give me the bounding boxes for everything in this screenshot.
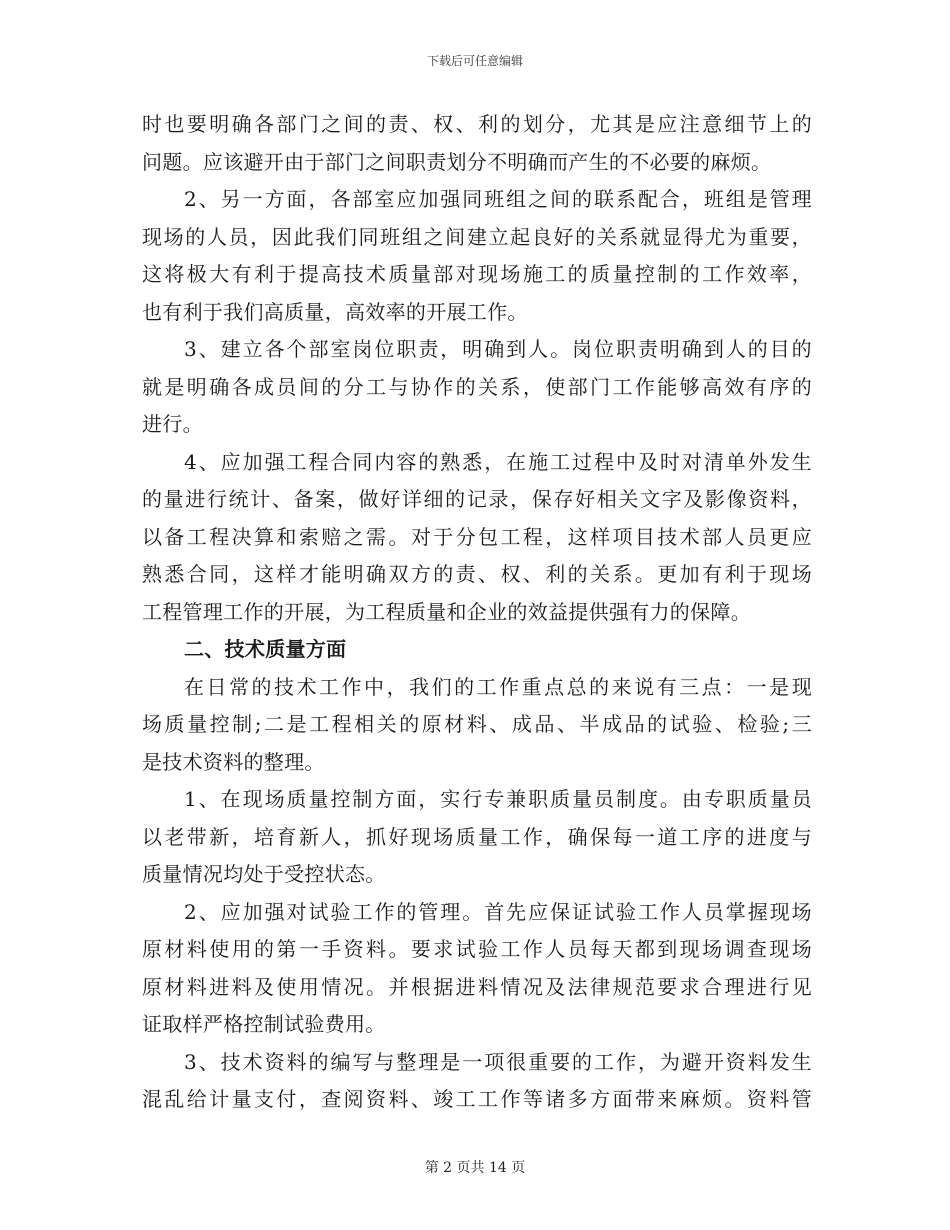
text-line: 是技术资料的整理。	[142, 749, 325, 774]
text-line: 1、在现场质量控制方面，实行专兼职质量员制度。由专职质量员	[184, 787, 812, 811]
text-line: 2、另一方面，各部室应加强同班组之间的联系配合，班组是管理	[184, 187, 812, 211]
text-line: 也有利于我们高质量，高效率的开展工作。	[142, 299, 528, 324]
text-line: 证取样严格控制试验费用。	[142, 1012, 386, 1036]
page-header: 下载后可任意编辑	[426, 54, 523, 68]
text-line: 进行。	[142, 412, 203, 436]
text-line: 混乱给计量支付，查阅资料、竣工工作等诸多方面带来麻烦。资料管	[142, 1087, 812, 1111]
text-line: 以老带新，培育新人，抓好现场质量工作，确保每一道工序的进度与	[142, 824, 812, 849]
text-line: 问题。应该避开由于部门之间职责划分不明确而产生的不必要的麻烦。	[142, 149, 772, 174]
text-line: 就是明确各成员间的分工与协作的关系，使部门工作能够高效有序的	[142, 374, 812, 399]
page-footer: 第 2 页共 14 页	[424, 1160, 526, 1176]
text-line: 原材料进料及使用情况。并根据进料情况及法律规范要求合理进行见	[142, 974, 812, 999]
text-line: 这将极大有利于提高技术质量部对现场施工的质量控制的工作效率，	[142, 262, 812, 286]
text-line: 熟悉合同，这样才能明确双方的责、权、利的关系。更加有利于现场	[142, 562, 812, 586]
text-line: 工程管理工作的开展，为工程质量和企业的效益提供强有力的保障。	[142, 599, 751, 624]
text-line: 以备工程决算和索赔之需。对于分包工程，这样项目技术部人员更应	[142, 524, 812, 549]
text-line: 在日常的技术工作中，我们的工作重点总的来说有三点：一是现	[184, 674, 812, 699]
text-line: 3、技术资料的编写与整理是一项很重要的工作，为避开资料发生	[184, 1049, 812, 1074]
text-line: 时也要明确各部门之间的责、权、利的划分，尤其是应注意细节上的	[142, 112, 812, 136]
text-line: 场质量控制;二是工程相关的原材料、成品、半成品的试验、检验;三	[142, 712, 812, 736]
text-line: 3、建立各个部室岗位职责，明确到人。岗位职责明确到人的目的	[184, 337, 812, 361]
text-line: 的量进行统计、备案，做好详细的记录，保存好相关文字及影像资料，	[142, 487, 812, 511]
text-line: 现场的人员，因此我们同班组之间建立起良好的关系就显得尤为重要，	[142, 224, 812, 249]
text-line: 原材料使用的第一手资料。要求试验工作人员每天都到现场调查现场	[142, 937, 812, 961]
document-body	[142, 106, 812, 1119]
text-line: 4、应加强工程合同内容的熟悉，在施工过程中及时对清单外发生	[184, 449, 812, 474]
text-line: 2、应加强对试验工作的管理。首先应保证试验工作人员掌握现场	[184, 899, 812, 924]
text-line: 质量情况均处于受控状态。	[142, 862, 386, 886]
section-heading: 二、技术质量方面	[184, 637, 347, 661]
